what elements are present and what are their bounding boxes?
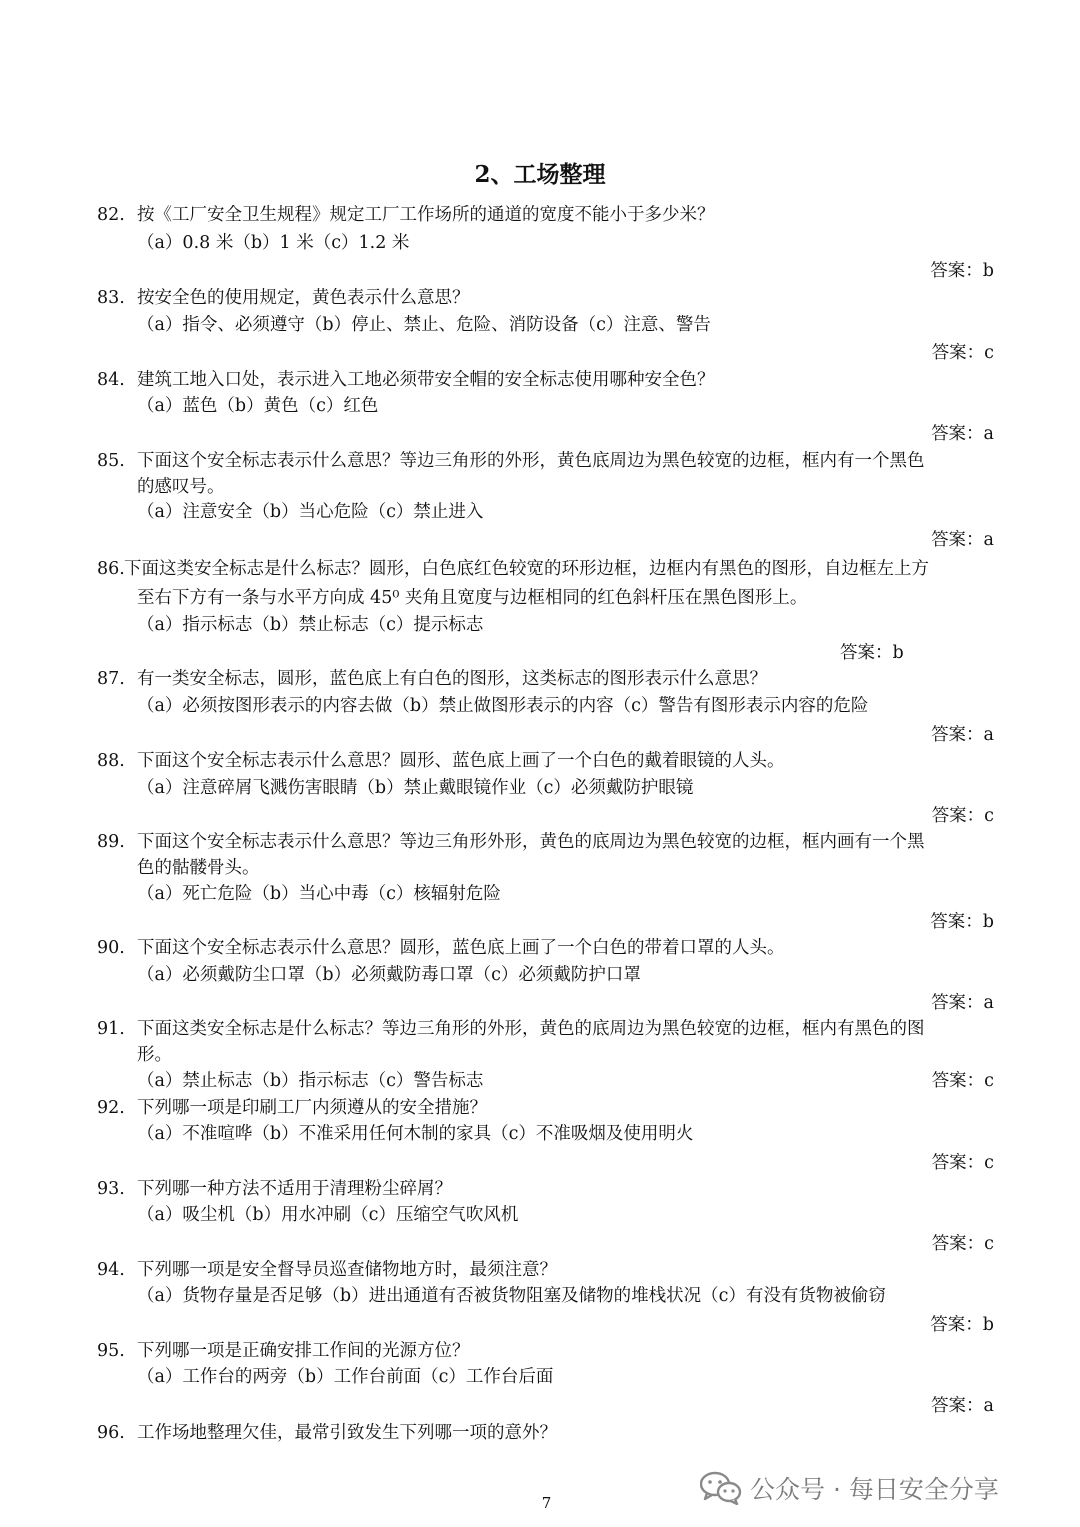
question-options: （a）注意安全（b）当心危险（c）禁止进入	[137, 502, 484, 522]
question-text-cont: 的感叹号。	[137, 477, 225, 497]
answer: 答案：a	[931, 725, 994, 745]
wechat-icon	[700, 1471, 742, 1505]
question-options: （a）不准喧哗（b）不准采用任何木制的家具（c）不准吸烟及使用明火	[137, 1124, 694, 1144]
question-text: 工作场地整理欠佳，最常引致发生下列哪一项的意外？	[137, 1423, 557, 1443]
question-number: 88.	[97, 751, 125, 771]
question-options: （a）必须按图形表示的内容去做（b）禁止做图形表示的内容（c）警告有图形表示内容的危险	[137, 696, 869, 716]
answer: 答案：c	[931, 1234, 994, 1254]
question-options: （a）工作台的两旁（b）工作台前面（c）工作台后面	[137, 1367, 554, 1387]
watermark-text: 公众号 · 每日安全分享	[750, 1475, 999, 1504]
question-options: （a）指示标志（b）禁止标志（c）提示标志	[137, 615, 484, 635]
answer: 答案：a	[931, 1396, 994, 1416]
question-text: 下面这个安全标志表示什么意思？等边三角形的外形，黄色底周边为黑色较宽的边框，框内有一个黑色	[137, 451, 925, 471]
answer: 答案：a	[931, 530, 994, 550]
question-text: 下列哪一项是正确安排工作间的光源方位？	[137, 1341, 470, 1361]
question-options: （a）指令、必须遵守（b）停止、禁止、危险、消防设备（c）注意、警告	[137, 315, 711, 335]
question-text: 下列哪一项是安全督导员巡查储物地方时，最须注意？	[137, 1260, 557, 1280]
question-number: 82.	[97, 205, 125, 225]
question-options: （a）禁止标志（b）指示标志（c）警告标志	[137, 1071, 484, 1091]
answer: 答案：b	[930, 261, 994, 281]
answer: 答案：c	[931, 1153, 994, 1173]
question-number: 87.	[97, 669, 125, 689]
question-number: 90.	[97, 938, 125, 958]
answer: 答案：a	[931, 424, 994, 444]
question-text: 有一类安全标志，圆形，蓝色底上有白色的图形，这类标志的图形表示什么意思？	[137, 669, 767, 689]
watermark	[700, 1470, 999, 1506]
question-text: 下列哪一种方法不适用于清理粉尘碎屑？	[137, 1179, 452, 1199]
question-text: 下面这个安全标志表示什么意思？圆形、蓝色底上画了一个白色的戴着眼镜的人头。	[137, 751, 785, 771]
question-number: 89.	[97, 832, 125, 852]
question-text: 下面这类安全标志是什么标志？圆形，白色底红色较宽的环形边框，边框内有黑色的图形，自边框左上方	[124, 559, 929, 579]
question-text-cont: 色的骷髅骨头。	[137, 858, 260, 878]
question-text: 下面这类安全标志是什么标志？等边三角形的外形，黄色的底周边为黑色较宽的边框，框内有黑色的图	[137, 1019, 925, 1039]
question-number: 84.	[97, 370, 125, 390]
question-text: 下列哪一项是印刷工厂内须遵从的安全措施？	[137, 1098, 487, 1118]
question-text: 按《工厂安全卫生规程》规定工厂工作场所的通道的宽度不能小于多少米？	[137, 205, 715, 225]
answer: 答案：b	[930, 912, 994, 932]
question-number: 91.	[97, 1019, 125, 1039]
question-number: 92.	[97, 1098, 125, 1118]
answer: 答案：b	[930, 1315, 994, 1335]
question-number: 85.	[97, 451, 125, 471]
page-number: 7	[541, 1494, 552, 1512]
answer: 答案：c	[931, 1071, 994, 1091]
question-number: 93.	[97, 1179, 125, 1199]
question-text: 下面这个安全标志表示什么意思？等边三角形外形，黄色的底周边为黑色较宽的边框，框内画有一个黑	[137, 832, 925, 852]
question-text-cont: 至右下方有一条与水平方向成 45⁰ 夹角且宽度与边框相同的红色斜杆压在黑色图形上。	[137, 588, 808, 608]
question-number: 86.	[97, 559, 125, 579]
question-options: （a）死亡危险（b）当心中毒（c）核辐射危险	[137, 884, 501, 904]
question-text: 建筑工地入口处，表示进入工地必须带安全帽的安全标志使用哪种安全色？	[137, 370, 715, 390]
question-number: 83.	[97, 288, 125, 308]
question-text-cont: 形。	[137, 1045, 172, 1065]
question-text: 下面这个安全标志表示什么意思？圆形，蓝色底上画了一个白色的带着口罩的人头。	[137, 938, 785, 958]
question-options: （a）注意碎屑飞溅伤害眼睛（b）禁止戴眼镜作业（c）必须戴防护眼镜	[137, 778, 694, 798]
question-number: 96.	[97, 1423, 125, 1443]
question-options: （a）吸尘机（b）用水冲刷（c）压缩空气吹风机	[137, 1205, 519, 1225]
question-text: 按安全色的使用规定，黄色表示什么意思？	[137, 288, 470, 308]
question-number: 95.	[97, 1341, 125, 1361]
section-title: 2、工场整理	[474, 161, 606, 188]
answer: 答案：c	[931, 343, 994, 363]
question-number: 94.	[97, 1260, 125, 1280]
question-options: （a）0.8 米（b）1 米（c）1.2 米	[137, 233, 410, 253]
question-options: （a）蓝色（b）黄色（c）红色	[137, 396, 379, 416]
question-options: （a）货物存量是否足够（b）进出通道有否被货物阻塞及储物的堆栈状况（c）有没有货物被偷窃	[137, 1286, 886, 1306]
question-options: （a）必须戴防尘口罩（b）必须戴防毒口罩（c）必须戴防护口罩	[137, 965, 641, 985]
answer: 答案：c	[931, 806, 994, 826]
answer: 答案：b	[840, 643, 904, 663]
answer: 答案：a	[931, 993, 994, 1013]
